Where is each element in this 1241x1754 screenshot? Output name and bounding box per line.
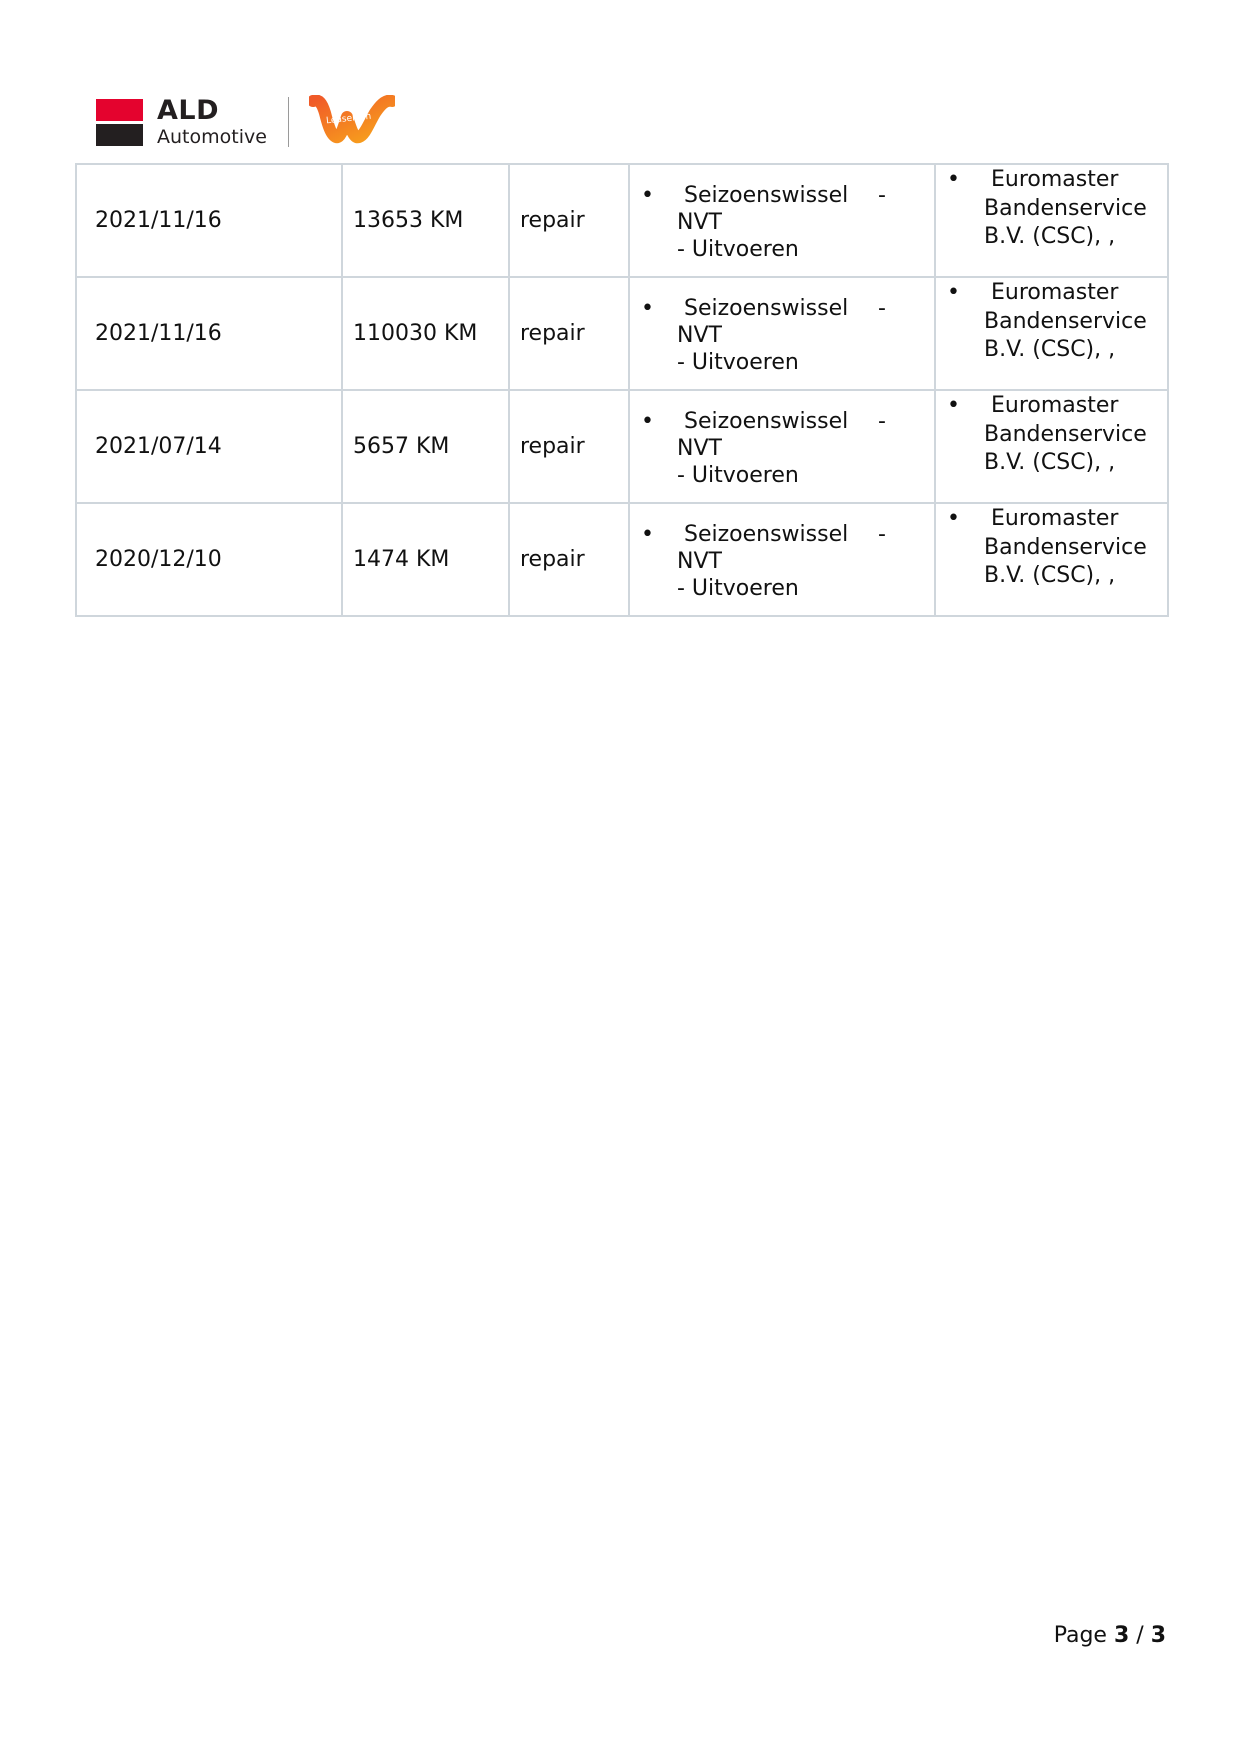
- bullet-icon: •: [947, 393, 960, 418]
- work-dash: -: [878, 296, 886, 321]
- page-number: [1054, 1623, 1166, 1648]
- type-cell: repair: [509, 277, 629, 390]
- supplier-cell: [935, 277, 1168, 390]
- type-cell: repair: [509, 390, 629, 503]
- work-dash: -: [878, 409, 886, 434]
- supplier-line2: Bandenservice: [984, 422, 1147, 447]
- date-cell: 2020/12/10: [76, 503, 342, 616]
- table-row: [76, 164, 1168, 277]
- maintenance-history-table: [75, 163, 1169, 617]
- total-pages: 3: [1150, 1623, 1166, 1648]
- work-line1: Seizoenswissel: [684, 296, 849, 321]
- work-line2: NVT: [677, 210, 722, 235]
- work-line1: Seizoenswissel: [684, 183, 849, 208]
- work-line2: NVT: [677, 323, 722, 348]
- work-line2: NVT: [677, 549, 722, 574]
- ald-automotive-logo: [96, 97, 267, 147]
- work-line3: - Uitvoeren: [677, 237, 799, 262]
- work-line3: - Uitvoeren: [677, 576, 799, 601]
- work-dash: -: [878, 183, 886, 208]
- work-line1: Seizoenswissel: [684, 522, 849, 547]
- table-row: [76, 503, 1168, 616]
- current-page: 3: [1113, 1623, 1130, 1648]
- supplier-cell: [935, 503, 1168, 616]
- mileage-cell: 110030 KM: [342, 277, 509, 390]
- supplier-line1: Euromaster: [991, 167, 1119, 192]
- page-header: [96, 92, 395, 152]
- supplier-line1: Euromaster: [991, 506, 1119, 531]
- page-label: Page: [1053, 1623, 1107, 1648]
- ald-logo-text: [157, 97, 267, 147]
- bullet-icon: •: [641, 409, 654, 434]
- supplier-line3: B.V. (CSC), ,: [984, 563, 1116, 588]
- supplier-line3: B.V. (CSC), ,: [984, 450, 1116, 475]
- bullet-icon: •: [641, 183, 654, 208]
- table-row: [76, 390, 1168, 503]
- work-line3: - Uitvoeren: [677, 350, 799, 375]
- bullet-icon: •: [641, 296, 654, 321]
- supplier-line2: Bandenservice: [984, 309, 1147, 334]
- work-line3: - Uitvoeren: [677, 463, 799, 488]
- supplier-cell: [935, 164, 1168, 277]
- date-cell: 2021/11/16: [76, 164, 342, 277]
- work-line1: Seizoenswissel: [684, 409, 849, 434]
- table-row: [76, 277, 1168, 390]
- type-cell: repair: [509, 503, 629, 616]
- mileage-cell: 13653 KM: [342, 164, 509, 277]
- bullet-icon: •: [947, 280, 960, 305]
- work-cell: [629, 390, 935, 503]
- work-dash: -: [878, 522, 886, 547]
- supplier-line1: Euromaster: [991, 393, 1119, 418]
- page-separator: /: [1136, 1623, 1144, 1648]
- leaseplan-logo: [309, 95, 395, 149]
- type-cell: repair: [509, 164, 629, 277]
- mileage-cell: 5657 KM: [342, 390, 509, 503]
- date-cell: 2021/11/16: [76, 277, 342, 390]
- logo-divider: [288, 97, 289, 147]
- work-cell: [629, 164, 935, 277]
- supplier-line2: Bandenservice: [984, 535, 1147, 560]
- ald-logo-line1: ALD: [157, 95, 220, 126]
- work-cell: [629, 503, 935, 616]
- ald-mark-icon: [96, 99, 143, 146]
- date-cell: 2021/07/14: [76, 390, 342, 503]
- work-cell: [629, 277, 935, 390]
- supplier-line1: Euromaster: [991, 280, 1119, 305]
- bullet-icon: •: [641, 522, 654, 547]
- ald-logo-line2: Automotive: [157, 126, 267, 148]
- supplier-line3: B.V. (CSC), ,: [984, 337, 1116, 362]
- bullet-icon: •: [947, 167, 960, 192]
- work-line2: NVT: [677, 436, 722, 461]
- bullet-icon: •: [947, 506, 960, 531]
- supplier-cell: [935, 390, 1168, 503]
- supplier-line3: B.V. (CSC), ,: [984, 224, 1116, 249]
- mileage-cell: 1474 KM: [342, 503, 509, 616]
- supplier-line2: Bandenservice: [984, 196, 1147, 221]
- leaseplan-logo-text: LeasePlan: [325, 111, 372, 127]
